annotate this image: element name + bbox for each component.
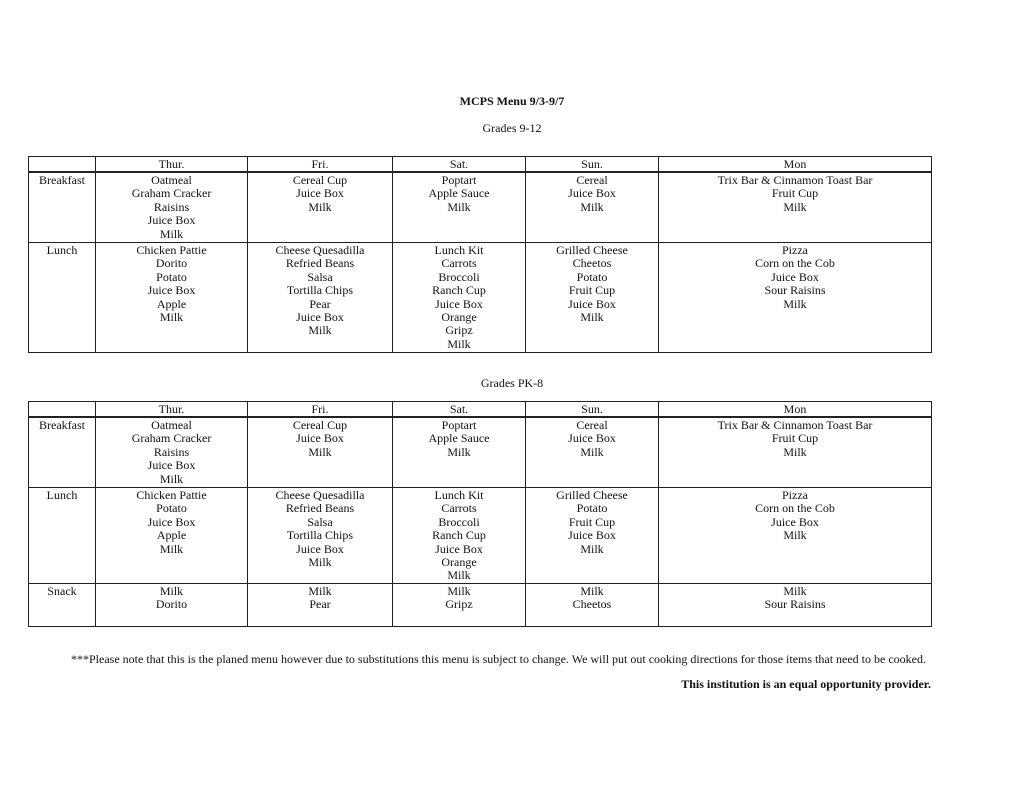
menu-item: Carrots <box>441 256 477 271</box>
menu-title: MCPS Menu 9/3-9/7 <box>459 94 565 108</box>
menu-item: Milk <box>159 226 184 241</box>
menu-item: Juice Box <box>147 458 196 473</box>
menu-item: Fruit Cup <box>568 283 616 298</box>
menu-item: Milk <box>783 584 807 598</box>
menu-item: Salsa <box>307 269 333 284</box>
menu-item: Milk <box>447 568 471 583</box>
menu-cell-fri <box>248 243 393 353</box>
menu-cell-sun <box>526 172 659 243</box>
menu-cell-mon <box>659 417 932 488</box>
menu-item: Apple <box>156 296 187 311</box>
header-corner-cell <box>29 157 96 173</box>
menu-item: Milk <box>308 584 332 598</box>
table-row-breakfast <box>29 417 932 488</box>
header-day-mon: Mon <box>659 157 932 173</box>
menu-item: Ranch Cup <box>432 283 486 298</box>
header-day-thur: Thur. <box>96 157 248 173</box>
menu-item: Raisins <box>153 444 190 459</box>
menu-cell-thur <box>96 417 248 488</box>
menu-item: Dorito <box>155 597 188 612</box>
menu-item: Fruit Cup <box>568 514 616 529</box>
menu-item: Oatmeal <box>151 173 192 187</box>
menu-item: Raisins <box>153 199 190 214</box>
menu-item: Apple <box>156 528 187 543</box>
menu-item: Milk <box>447 336 471 351</box>
menu-item: Juice Box <box>296 310 344 325</box>
menu-item: Potato <box>156 269 187 284</box>
menu-item: Milk <box>783 444 807 459</box>
menu-item: Potato <box>576 501 608 516</box>
menu-item: Juice Box <box>147 213 196 228</box>
menu-item: Juice Box <box>147 514 196 529</box>
menu-item: Milk <box>308 199 332 214</box>
menu-item: Juice Box <box>147 283 196 298</box>
menu-item: Oatmeal <box>151 418 192 432</box>
menu-item: Orange <box>441 555 477 570</box>
menu-item: Potato <box>576 269 608 284</box>
equal-opportunity-statement: This institution is an equal opportunity provider. <box>681 677 931 691</box>
menu-item: Milk <box>580 541 604 556</box>
menu-item: Grilled Cheese <box>556 243 628 257</box>
table-row-snack <box>29 584 932 627</box>
menu-item: Fruit Cup <box>771 186 819 201</box>
menu-item: Milk <box>580 444 604 459</box>
menu-item: Juice Box <box>568 431 616 446</box>
menu-cell-fri <box>248 584 393 627</box>
menu-item: Milk <box>580 310 604 325</box>
menu-table-grades-9-12 <box>28 156 932 353</box>
menu-item: Milk <box>580 584 604 598</box>
menu-item: Juice Box <box>568 296 616 311</box>
menu-item: Apple Sauce <box>428 431 490 446</box>
menu-item: Tortilla Chips <box>286 528 354 543</box>
menu-item: Trix Bar & Cinnamon Toast Bar <box>717 418 873 432</box>
section-label-grades-9-12: Grades 9-12 <box>482 121 542 135</box>
meal-label-lunch: Lunch <box>29 243 96 353</box>
menu-item: Pizza <box>782 243 808 257</box>
menu-item: Gripz <box>445 323 473 338</box>
menu-cell-thur <box>96 172 248 243</box>
menu-item: Fruit Cup <box>771 431 819 446</box>
menu-item: Corn on the Cob <box>755 501 835 516</box>
section-label-grades-pk-8: Grades PK-8 <box>480 376 544 390</box>
menu-item: Milk <box>447 199 471 214</box>
meal-label-snack: Snack <box>29 584 96 627</box>
menu-cell-sat <box>393 172 526 243</box>
meal-label-breakfast: Breakfast <box>29 417 96 488</box>
menu-item: Sour Raisins <box>764 597 826 612</box>
menu-item: Juice Box <box>296 541 344 556</box>
menu-cell-sun <box>526 417 659 488</box>
menu-cell-sun <box>526 488 659 584</box>
menu-cell-thur <box>96 584 248 627</box>
meal-label-lunch: Lunch <box>29 488 96 584</box>
menu-item: Lunch Kit <box>434 243 484 257</box>
menu-item: Milk <box>447 584 471 598</box>
meal-label-breakfast: Breakfast <box>29 172 96 243</box>
menu-item: Milk <box>159 541 184 556</box>
header-day-sat: Sat. <box>393 402 526 418</box>
menu-item: Pear <box>309 296 331 311</box>
header-day-sun: Sun. <box>526 402 659 418</box>
menu-item: Cheese Quesadilla <box>275 488 365 502</box>
menu-item: Carrots <box>441 501 477 516</box>
table-header-row <box>29 157 932 173</box>
menu-item: Cheetos <box>572 256 612 271</box>
menu-cell-fri <box>248 488 393 584</box>
menu-item: Milk <box>308 323 332 338</box>
menu-item: Broccoli <box>438 269 480 284</box>
menu-item: Salsa <box>307 514 333 529</box>
menu-table-grades-pk-8 <box>28 401 932 627</box>
menu-item: Cereal <box>576 418 608 432</box>
menu-item: Lunch Kit <box>434 488 484 502</box>
menu-cell-mon <box>659 488 932 584</box>
menu-item: Chicken Pattie <box>136 488 207 502</box>
table-row-lunch <box>29 243 932 353</box>
header-day-sat: Sat. <box>393 157 526 173</box>
menu-item: Pizza <box>782 488 808 502</box>
header-day-fri: Fri. <box>248 157 393 173</box>
menu-item: Juice Box <box>771 514 819 529</box>
menu-cell-sat <box>393 417 526 488</box>
menu-cell-thur <box>96 243 248 353</box>
menu-cell-sat <box>393 584 526 627</box>
menu-item: Juice Box <box>771 269 819 284</box>
header-day-sun: Sun. <box>526 157 659 173</box>
menu-item: Milk <box>159 584 184 598</box>
header-day-mon: Mon <box>659 402 932 418</box>
menu-item: Juice Box <box>568 528 616 543</box>
table-header-row <box>29 402 932 418</box>
menu-cell-mon <box>659 584 932 627</box>
menu-item: Juice Box <box>568 186 616 201</box>
menu-item: Orange <box>441 310 477 325</box>
menu-item: Graham Cracker <box>131 186 212 201</box>
menu-item: Milk <box>159 310 184 325</box>
menu-cell-thur <box>96 488 248 584</box>
menu-item: Milk <box>308 444 332 459</box>
menu-item: Corn on the Cob <box>755 256 835 271</box>
menu-cell-mon <box>659 243 932 353</box>
menu-item: Chicken Pattie <box>136 243 207 257</box>
menu-item: Refried Beans <box>285 501 355 516</box>
table-row-breakfast <box>29 172 932 243</box>
menu-item: Cereal Cup <box>292 173 348 187</box>
menu-item: Tortilla Chips <box>286 283 354 298</box>
header-corner-cell <box>29 402 96 418</box>
menu-item: Milk <box>447 444 471 459</box>
menu-item: Trix Bar & Cinnamon Toast Bar <box>717 173 873 187</box>
menu-item: Milk <box>783 528 807 543</box>
menu-item: Graham Cracker <box>131 431 212 446</box>
header-day-thur: Thur. <box>96 402 248 418</box>
menu-item: Cheetos <box>572 597 612 612</box>
menu-item: Grilled Cheese <box>556 488 628 502</box>
menu-item: Cheese Quesadilla <box>275 243 365 257</box>
menu-cell-mon <box>659 172 932 243</box>
menu-item: Cereal Cup <box>292 418 348 432</box>
menu-item: Milk <box>783 199 807 214</box>
menu-item: Potato <box>156 501 187 516</box>
table-row-lunch <box>29 488 932 584</box>
menu-item: Gripz <box>445 597 473 612</box>
menu-item: Milk <box>159 471 184 486</box>
menu-item: Broccoli <box>438 514 480 529</box>
menu-item: Ranch Cup <box>432 528 486 543</box>
menu-cell-sat <box>393 243 526 353</box>
menu-item: Juice Box <box>296 186 344 201</box>
menu-item: Juice Box <box>435 541 483 556</box>
menu-item: Milk <box>783 296 807 311</box>
menu-cell-fri <box>248 172 393 243</box>
menu-item: Milk <box>308 555 332 570</box>
menu-cell-sun <box>526 584 659 627</box>
menu-item: Sour Raisins <box>764 283 826 298</box>
menu-item: Poptart <box>441 173 477 187</box>
menu-item: Milk <box>580 199 604 214</box>
menu-item: Refried Beans <box>285 256 355 271</box>
menu-item: Cereal <box>576 173 608 187</box>
menu-item: Apple Sauce <box>428 186 490 201</box>
menu-item: Dorito <box>155 256 188 271</box>
menu-item: Juice Box <box>296 431 344 446</box>
substitution-note: ***Please note that this is the planed menu however due to substitutions this menu is subject to change. We will put out cooking directions for those items that need to be cooked. <box>71 652 926 666</box>
menu-cell-sun <box>526 243 659 353</box>
menu-item: Juice Box <box>435 296 483 311</box>
menu-item: Poptart <box>441 418 477 432</box>
menu-cell-sat <box>393 488 526 584</box>
menu-cell-fri <box>248 417 393 488</box>
header-day-fri: Fri. <box>248 402 393 418</box>
menu-item: Pear <box>309 597 331 612</box>
